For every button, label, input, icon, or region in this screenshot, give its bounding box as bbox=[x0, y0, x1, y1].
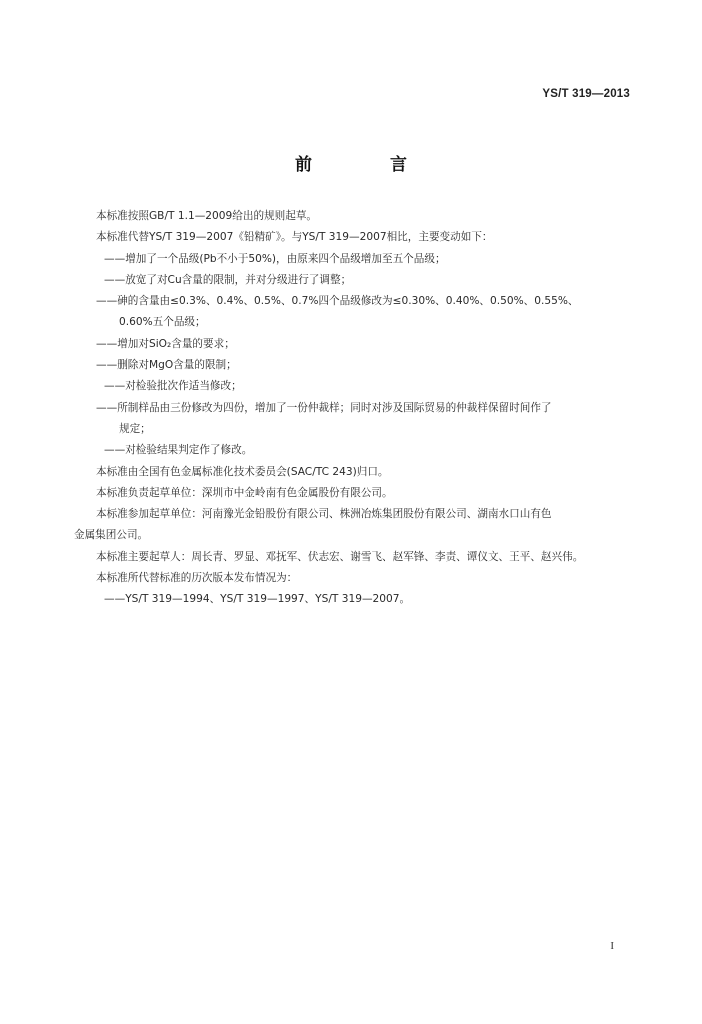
change-item: ——对检验结果判定作了修改。 bbox=[104, 444, 253, 457]
change-item: ——YS/T 319—1994、YS/T 319—1997、YS/T 319—2007。 bbox=[104, 593, 411, 606]
page-number: I bbox=[610, 940, 614, 952]
foreword-body bbox=[74, 206, 640, 611]
text-line: 本标准负责起草单位：深圳市中金岭南有色金属股份有限公司。 bbox=[96, 486, 393, 499]
text-line-continuation: 金属集团公司。 bbox=[74, 529, 149, 542]
change-item-continuation: 规定； bbox=[119, 422, 151, 435]
change-item: ——增加对SiO₂含量的要求； bbox=[96, 337, 235, 350]
change-item: ——所制样品由三份修改为四份，增加了一份仲裁样；同时对涉及国际贸易的仲裁样保留时间作了 bbox=[96, 401, 552, 414]
change-item: ——砷的含量由≤0.3%、0.4%、0.5%、0.7%四个品级修改为≤0.30%、0.40%、0.50%、0.55%、 bbox=[96, 295, 579, 308]
text-line: 本标准主要起草人：周长青、罗显、邓抚军、伏志宏、谢雪飞、赵军锋、李责、谭仪文、王平、赵兴伟。 bbox=[96, 550, 584, 563]
change-item: ——对检验批次作适当修改； bbox=[104, 380, 242, 393]
change-item: ——增加了一个品级(Pb不小于50%)，由原来四个品级增加至五个品级； bbox=[104, 252, 446, 265]
text-line: 本标准参加起草单位：河南豫光金铅股份有限公司、株洲冶炼集团股份有限公司、湖南水口山有色 bbox=[96, 508, 552, 521]
standard-number: YS/T 319—2013 bbox=[542, 88, 630, 100]
change-item: ——删除对MgO含量的限制； bbox=[96, 359, 237, 372]
page-title: 前 言 bbox=[295, 155, 443, 175]
text-line: 本标准所代替标准的历次版本发布情况为： bbox=[96, 572, 298, 585]
change-item-continuation: 0.60%五个品级； bbox=[119, 316, 206, 329]
text-line: 本标准按照GB/T 1.1—2009给出的规则起草。 bbox=[96, 210, 318, 222]
text-line: 本标准由全国有色金属标准化技术委员会(SAC/TC 243)归口。 bbox=[96, 465, 389, 478]
text-line: 本标准代替YS/T 319—2007《铅精矿》。与YS/T 319—2007相比，主要变动如下： bbox=[96, 231, 493, 244]
change-item: ——放宽了对Cu含量的限制，并对分级进行了调整； bbox=[104, 273, 352, 286]
